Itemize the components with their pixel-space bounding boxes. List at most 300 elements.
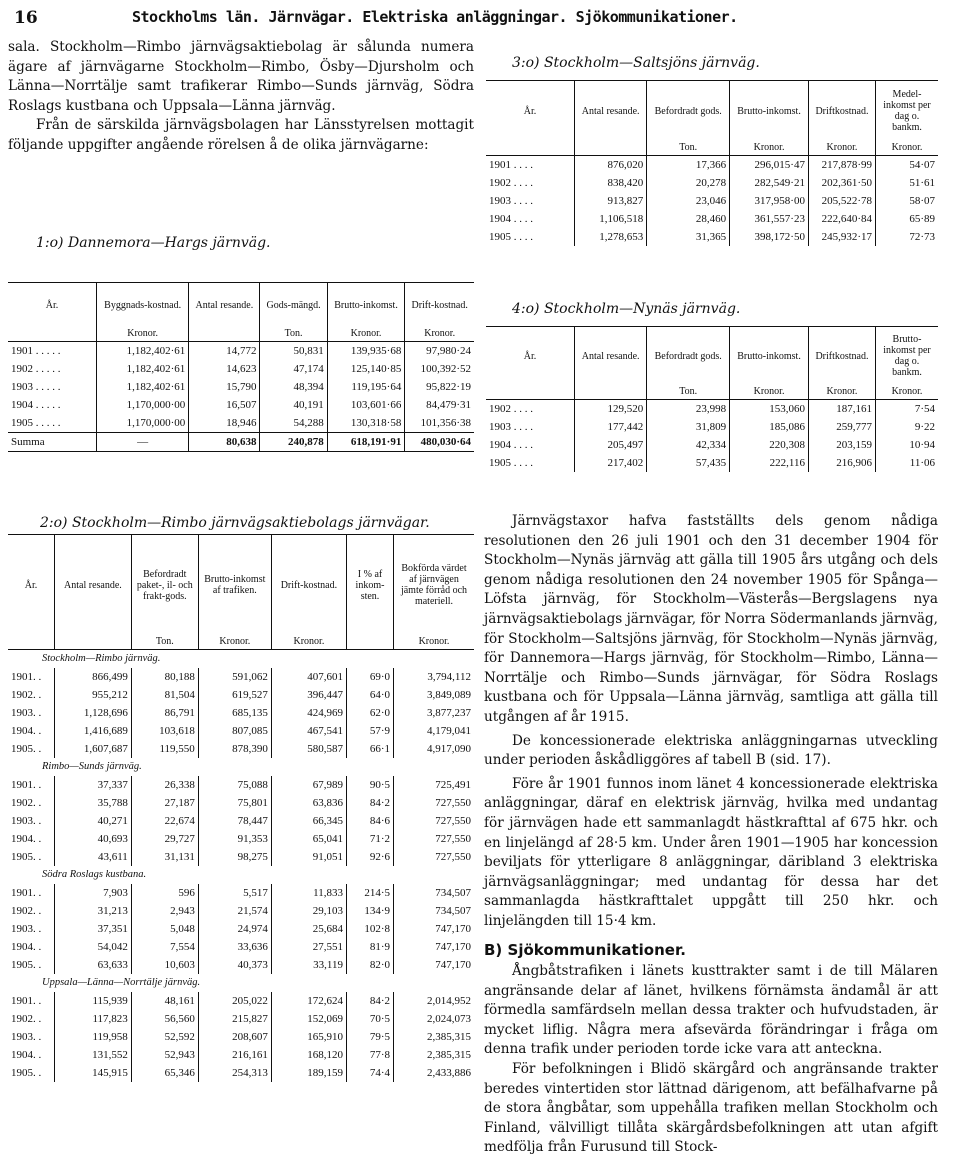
value-cell: 81·9 xyxy=(347,938,394,956)
table-dannemora-hargs xyxy=(8,282,474,452)
value-cell: 42,334 xyxy=(647,436,730,454)
value-cell: 23,046 xyxy=(647,192,730,210)
table-row xyxy=(8,722,474,740)
year-cell: 1902. . xyxy=(8,902,55,920)
value-cell: 35,788 xyxy=(55,794,132,812)
table-row xyxy=(8,830,474,848)
value-cell: 747,170 xyxy=(435,941,471,953)
value-cell: 10·94 xyxy=(909,439,935,451)
col-header: Befordradt gods. xyxy=(647,81,730,142)
value-cell: 727,550 xyxy=(435,815,471,827)
value-cell: 40,373 xyxy=(198,956,271,974)
paragraph-railway-tariffs: Järnvägstaxor hafva fastställts dels genom nådiga resolutionen den 26 juli 1901 och den 31 december 1904 för Stockholm—Nynäs järnväg att gälla till 1905 års utgång och dels genom nådiga resolutionen den 24 november 1905 för Spånga—Löfsta järnväg, för Stockholm—Västerås—Bergslagens nya järnvägsaktiebolags järnvägar, för Norra Södermanlands järnväg, för Stockholm—Saltsjöns järnväg, för Stockholm—Nynäs järnväg, för Dannemora—Hargs järnväg, för Stockholm—Rimbo, Länna—Norrtälje och Rimbo—Sunds järnvägar, för Södra Roslags kustbana och för Uppsala—Länna järnväg, samtliga att gälla till utgången af år 1915. xyxy=(484,513,938,725)
table-row xyxy=(8,1010,474,1028)
value-cell: 70·5 xyxy=(347,1010,394,1028)
value-cell: 139,935·68 xyxy=(327,342,405,361)
unit-label: Ton. xyxy=(647,141,730,156)
value-cell: 37,337 xyxy=(55,776,132,794)
value-cell: 619,527 xyxy=(198,686,271,704)
value-cell: 72·73 xyxy=(909,231,935,243)
value-cell: 245,932·17 xyxy=(808,228,875,246)
value-cell: 1,128,696 xyxy=(55,704,132,722)
year-cell: 1902 . . . . xyxy=(486,174,575,192)
year-cell: 1903 . . . . xyxy=(486,418,575,436)
value-cell: 618,191·91 xyxy=(327,433,405,452)
value-cell: 259,777 xyxy=(808,418,875,436)
unit-label: Ton. xyxy=(647,385,730,400)
value-cell: 10,603 xyxy=(131,956,198,974)
value-cell: 52,592 xyxy=(131,1028,198,1046)
value-cell: 1,278,653 xyxy=(575,228,647,246)
value-cell: 7·54 xyxy=(914,403,935,415)
value-cell: 1,106,518 xyxy=(575,210,647,228)
value-cell: 31,213 xyxy=(55,902,132,920)
value-cell: 203,159 xyxy=(808,436,875,454)
value-cell: 296,015·47 xyxy=(730,156,809,175)
table-row xyxy=(8,396,474,414)
value-cell: 15,790 xyxy=(189,378,260,396)
col-header: Antal resande. xyxy=(575,81,647,142)
unit-label: Kronor. xyxy=(808,141,875,156)
col-header: Brutto-inkomst. xyxy=(327,283,405,328)
value-cell: 807,085 xyxy=(198,722,271,740)
col-header: Bokförda värdet af järnvägen jämte förråd och materiell. xyxy=(400,563,468,607)
unit-label: Kronor. xyxy=(891,386,923,397)
year-cell: 1905. . xyxy=(8,848,55,866)
value-cell: 3,877,237 xyxy=(427,707,471,719)
year-cell: 1901. . xyxy=(8,776,55,794)
year-cell: 1901 . . . . xyxy=(486,156,575,175)
col-header: År. xyxy=(486,327,575,386)
table-row xyxy=(8,1046,474,1064)
unit-label: Kronor. xyxy=(730,141,809,156)
value-cell: 79·5 xyxy=(347,1028,394,1046)
unit-label: Kronor. xyxy=(198,635,271,650)
value-cell: 40,191 xyxy=(260,396,327,414)
value-cell: 84·2 xyxy=(347,992,394,1010)
value-cell: 152,069 xyxy=(271,1010,346,1028)
table4-title: 4:o) Stockholm—Nynäs järnväg. xyxy=(512,301,741,317)
value-cell: 43,611 xyxy=(55,848,132,866)
value-cell: 80,638 xyxy=(189,433,260,452)
value-cell: 54,042 xyxy=(55,938,132,956)
value-cell: 57·9 xyxy=(347,722,394,740)
value-cell: 202,361·50 xyxy=(808,174,875,192)
col-header: Driftkostnad. xyxy=(808,327,875,386)
year-cell: 1901. . xyxy=(8,668,55,686)
value-cell: 69·0 xyxy=(347,668,394,686)
value-cell: 17,366 xyxy=(647,156,730,175)
table-row xyxy=(8,740,474,758)
year-cell: 1902. . xyxy=(8,1010,55,1028)
value-cell: 217,402 xyxy=(575,454,647,472)
value-cell: 4,917,090 xyxy=(427,743,471,755)
value-cell: 254,313 xyxy=(198,1064,271,1082)
value-cell: 727,550 xyxy=(435,833,471,845)
value-cell: 26,338 xyxy=(131,776,198,794)
value-cell: 480,030·64 xyxy=(420,436,471,448)
value-cell: 1,607,687 xyxy=(55,740,132,758)
value-cell: 117,823 xyxy=(55,1010,132,1028)
section-label-row xyxy=(8,650,474,669)
table-row xyxy=(486,156,938,175)
year-cell: 1903 . . . . . xyxy=(8,378,97,396)
value-cell: 56,560 xyxy=(131,1010,198,1028)
value-cell: 31,131 xyxy=(131,848,198,866)
value-cell: 52,943 xyxy=(131,1046,198,1064)
value-cell: 3,794,112 xyxy=(427,671,471,683)
section-b-heading: B) Sjökommunikationer. xyxy=(484,941,686,960)
section-label-row xyxy=(8,974,474,992)
table-row xyxy=(8,884,474,902)
value-cell: 727,550 xyxy=(435,851,471,863)
value-cell: 50,831 xyxy=(260,342,327,361)
table-row xyxy=(486,436,938,454)
value-cell: 7,554 xyxy=(131,938,198,956)
year-cell: 1903. . xyxy=(8,812,55,830)
value-cell: 103,618 xyxy=(131,722,198,740)
table-row xyxy=(8,812,474,830)
table1-units-row xyxy=(8,327,474,342)
year-cell: 1901. . xyxy=(8,884,55,902)
value-cell: 5,517 xyxy=(198,884,271,902)
year-cell: 1905. . xyxy=(8,956,55,974)
table-row xyxy=(8,992,474,1010)
value-cell: 727,550 xyxy=(435,797,471,809)
value-cell: 189,159 xyxy=(271,1064,346,1082)
value-cell: 187,161 xyxy=(808,400,875,419)
value-cell: 205,497 xyxy=(575,436,647,454)
running-title: Stockholms län. Järnvägar. Elektriska anläggningar. Sjökommunikationer. xyxy=(132,8,738,26)
value-cell: 77·8 xyxy=(347,1046,394,1064)
table-row xyxy=(8,360,474,378)
value-cell: 80,188 xyxy=(131,668,198,686)
value-cell: 115,939 xyxy=(55,992,132,1010)
value-cell: 25,684 xyxy=(271,920,346,938)
year-cell: 1904. . xyxy=(8,938,55,956)
value-cell: 78,447 xyxy=(198,812,271,830)
year-cell: 1904 . . . . xyxy=(486,436,575,454)
value-cell: 63,836 xyxy=(271,794,346,812)
value-cell: 62·0 xyxy=(347,704,394,722)
section-label: Uppsala—Länna—Norrtälje järnväg. xyxy=(42,977,201,988)
value-cell: 31,809 xyxy=(647,418,730,436)
value-cell: 119,958 xyxy=(55,1028,132,1046)
value-cell: 23,998 xyxy=(647,400,730,419)
col-header: Befordradt gods. xyxy=(647,327,730,386)
value-cell: 18,946 xyxy=(189,414,260,433)
value-cell: 51·61 xyxy=(909,177,935,189)
sum-row xyxy=(8,433,474,452)
value-cell: 27,551 xyxy=(271,938,346,956)
value-cell: 29,727 xyxy=(131,830,198,848)
table4-header-row xyxy=(486,327,938,386)
value-cell: 37,351 xyxy=(55,920,132,938)
col-header: Antal resande. xyxy=(189,283,260,328)
col-header: Gods-mängd. xyxy=(260,283,327,328)
value-cell: 172,624 xyxy=(271,992,346,1010)
value-cell: 240,878 xyxy=(260,433,327,452)
col-header: Antal resande. xyxy=(575,327,647,386)
year-cell: 1902 . . . . xyxy=(486,400,575,419)
value-cell: 14,623 xyxy=(189,360,260,378)
year-cell: 1904. . xyxy=(8,722,55,740)
value-cell: 216,906 xyxy=(808,454,875,472)
value-cell: 317,958·00 xyxy=(730,192,809,210)
value-cell: 177,442 xyxy=(575,418,647,436)
year-cell: 1905 . . . . . xyxy=(8,414,97,433)
col-header: Drift-kostnad. xyxy=(411,299,468,311)
value-cell: 21,574 xyxy=(198,902,271,920)
table-row xyxy=(8,378,474,396)
col-header: Medel-inkomst per dag o. bankm. xyxy=(883,89,931,133)
table3-title: 3:o) Stockholm—Saltsjöns järnväg. xyxy=(512,55,760,71)
col-header: År. xyxy=(486,81,575,142)
value-cell: 22,674 xyxy=(131,812,198,830)
year-cell: 1905 . . . . xyxy=(486,454,575,472)
value-cell: 129,520 xyxy=(575,400,647,419)
table-row xyxy=(8,920,474,938)
table-row xyxy=(486,210,938,228)
table-row xyxy=(8,686,474,704)
value-cell: 955,212 xyxy=(55,686,132,704)
value-cell: 220,308 xyxy=(730,436,809,454)
value-cell: 145,915 xyxy=(55,1064,132,1082)
section-label: Rimbo—Sunds järnväg. xyxy=(42,761,142,772)
value-cell: 2,385,315 xyxy=(427,1031,471,1043)
table1-title: 1:o) Dannemora—Hargs järnväg. xyxy=(36,235,271,251)
value-cell: 725,491 xyxy=(435,779,471,791)
value-cell: 2,385,315 xyxy=(427,1049,471,1061)
intro-paragraph-1: sala. Stockholm—Rimbo järnvägsaktiebolag är sålunda numera ägare af järnvägarne Stockholm—Rimbo, Ösby—Djursholm och Länna—Norrtälje samt trafikerar Rimbo—Sunds järnväg, Södra Roslags kustbana och Uppsala—Länna järnväg. xyxy=(8,39,474,114)
section-label: Stockholm—Rimbo järnväg. xyxy=(42,653,161,664)
value-cell: 205,022 xyxy=(198,992,271,1010)
value-cell: 131,552 xyxy=(55,1046,132,1064)
table-row xyxy=(8,956,474,974)
table-stockholm-rimbo-company xyxy=(8,534,474,1082)
unit-label: Kronor. xyxy=(271,635,346,650)
table-row xyxy=(8,414,474,433)
value-cell: 84·2 xyxy=(347,794,394,812)
col-header: År. xyxy=(8,283,97,328)
value-cell: 81,504 xyxy=(131,686,198,704)
value-cell: 282,549·21 xyxy=(730,174,809,192)
table-row xyxy=(486,228,938,246)
paragraph-before-1901: Före år 1901 funnos inom länet 4 koncessionerade elektriska anläggningar, däraf en elektrisk järnväg, hvilka med undantag för järnvägen hade ett sammanlagdt hästkrafttal af 675 hkr. och en linjelängd af 28·5 km. Under åren 1901—1905 har koncession beviljats för ytterligare 8 anläggningar, däribland 3 elektriska järnvägsanläggningar; med undantag för dessa har det sammanlagda hästkrafttalet uppgått till 250 hkr. och linjelängden till 15·4 km. xyxy=(484,775,938,929)
value-cell: 91,353 xyxy=(198,830,271,848)
value-cell: 396,447 xyxy=(271,686,346,704)
value-cell: 95,822·19 xyxy=(426,381,471,393)
year-cell: 1903. . xyxy=(8,920,55,938)
value-cell: 92·6 xyxy=(347,848,394,866)
year-cell: 1904. . xyxy=(8,1046,55,1064)
value-cell: 84,479·31 xyxy=(426,399,471,411)
col-header: Brutto-inkomst per dag o. bankm. xyxy=(883,334,931,378)
col-header: Brutto-inkomst af trafiken. xyxy=(198,535,271,636)
value-cell: 100,392·52 xyxy=(420,363,471,375)
table4-units-row xyxy=(486,385,938,400)
value-cell: 11·06 xyxy=(909,457,935,469)
value-cell: 54·07 xyxy=(909,159,935,171)
value-cell: 16,507 xyxy=(189,396,260,414)
unit-label: Kronor. xyxy=(808,385,875,400)
unit-label: Ton. xyxy=(131,635,198,650)
year-cell: Summa xyxy=(8,433,97,452)
year-cell: 1901 . . . . . xyxy=(8,342,97,361)
col-header: År. xyxy=(8,535,55,636)
section-label: Södra Roslags kustbana. xyxy=(42,869,147,880)
value-cell: 119,550 xyxy=(131,740,198,758)
value-cell: 90·5 xyxy=(347,776,394,794)
value-cell: 838,420 xyxy=(575,174,647,192)
year-cell: 1903. . xyxy=(8,1028,55,1046)
value-cell: 27,187 xyxy=(131,794,198,812)
year-cell: 1903. . xyxy=(8,704,55,722)
paragraph-electric-installations: De koncessionerade elektriska anläggningarnas utveckling under perioden åskådliggöres af tabell B (sid. 17). xyxy=(484,732,938,769)
value-cell: 101,356·38 xyxy=(420,417,471,429)
value-cell: 217,878·99 xyxy=(808,156,875,175)
year-cell: 1902 . . . . . xyxy=(8,360,97,378)
value-cell: 65·89 xyxy=(909,213,935,225)
year-cell: 1901. . xyxy=(8,992,55,1010)
table-row xyxy=(486,418,938,436)
year-cell: 1905 . . . . xyxy=(486,228,575,246)
table-row xyxy=(8,1028,474,1046)
year-cell: 1904 . . . . . xyxy=(8,396,97,414)
section-label-row xyxy=(8,866,474,884)
year-cell: 1903 . . . . xyxy=(486,192,575,210)
paragraph-blido: För befolkningen i Blidö skärgård och angränsande trakter beredes vintertiden stor lättnad därigenom, att befälhafvarne på de stora ångbåtar, som uppehålla trafiken mellan Stockholm och Finland, välvilligt tillåta skärgårdsbefolkningen att utan afgift medfölja från Furusund till Stock- xyxy=(484,1061,938,1156)
value-cell: 2,943 xyxy=(131,902,198,920)
value-cell: 1,416,689 xyxy=(55,722,132,740)
table3-header-row xyxy=(486,81,938,142)
section-label-row xyxy=(8,758,474,776)
value-cell: 119,195·64 xyxy=(327,378,405,396)
unit-label: Kronor. xyxy=(891,142,923,153)
table-row xyxy=(8,1064,474,1082)
value-cell: 86,791 xyxy=(131,704,198,722)
value-cell: 29,103 xyxy=(271,902,346,920)
value-cell: 866,499 xyxy=(55,668,132,686)
value-cell: 47,174 xyxy=(260,360,327,378)
value-cell: 75,801 xyxy=(198,794,271,812)
table2-header-row xyxy=(8,535,474,636)
value-cell: 7,903 xyxy=(55,884,132,902)
table-row xyxy=(8,794,474,812)
value-cell: 165,910 xyxy=(271,1028,346,1046)
value-cell: 75,088 xyxy=(198,776,271,794)
table-row xyxy=(486,454,938,472)
right-text-column xyxy=(484,512,938,1158)
value-cell: 424,969 xyxy=(271,704,346,722)
value-cell: 54,288 xyxy=(260,414,327,433)
page-header xyxy=(14,8,950,34)
unit-label: Kronor. xyxy=(418,636,450,647)
value-cell: 67,989 xyxy=(271,776,346,794)
value-cell: 214·5 xyxy=(347,884,394,902)
value-cell: 2,014,952 xyxy=(427,995,471,1007)
value-cell: 685,135 xyxy=(198,704,271,722)
value-cell: 20,278 xyxy=(647,174,730,192)
value-cell: 64·0 xyxy=(347,686,394,704)
value-cell: 596 xyxy=(131,884,198,902)
value-cell: 57,435 xyxy=(647,454,730,472)
value-cell: 48,161 xyxy=(131,992,198,1010)
value-cell: 2,433,886 xyxy=(427,1067,471,1079)
year-cell: 1904. . xyxy=(8,830,55,848)
value-cell: 580,587 xyxy=(271,740,346,758)
unit-label: Kronor. xyxy=(327,327,405,342)
value-cell: 222,116 xyxy=(730,454,809,472)
value-cell: 1,182,402·61 xyxy=(97,360,189,378)
table3-units-row xyxy=(486,141,938,156)
value-cell: 734,507 xyxy=(435,887,471,899)
value-cell: 215,827 xyxy=(198,1010,271,1028)
value-cell: 97,980·24 xyxy=(426,345,471,357)
value-cell: 913,827 xyxy=(575,192,647,210)
table-row xyxy=(486,400,938,419)
value-cell: 125,140·85 xyxy=(327,360,405,378)
value-cell: 153,060 xyxy=(730,400,809,419)
value-cell: 74·4 xyxy=(347,1064,394,1082)
value-cell: 205,522·78 xyxy=(808,192,875,210)
value-cell: 65,041 xyxy=(271,830,346,848)
value-cell: 65,346 xyxy=(131,1064,198,1082)
col-header: Antal resande. xyxy=(55,535,132,636)
year-cell: 1902. . xyxy=(8,686,55,704)
table-row xyxy=(8,704,474,722)
value-cell: 168,120 xyxy=(271,1046,346,1064)
value-cell: 398,172·50 xyxy=(730,228,809,246)
value-cell: 734,507 xyxy=(435,905,471,917)
value-cell: 747,170 xyxy=(435,959,471,971)
table-stockholm-saltsjon xyxy=(486,80,938,246)
unit-label: Kronor. xyxy=(97,327,189,342)
value-cell: 9·22 xyxy=(914,421,935,433)
value-cell: 63,633 xyxy=(55,956,132,974)
table2-units-row xyxy=(8,635,474,650)
value-cell: 3,849,089 xyxy=(427,689,471,701)
value-cell: 130,318·58 xyxy=(327,414,405,433)
value-cell: 66,345 xyxy=(271,812,346,830)
table-row xyxy=(8,342,474,361)
value-cell: 1,170,000·00 xyxy=(97,396,189,414)
value-cell: 1,170,000·00 xyxy=(97,414,189,433)
value-cell: 747,170 xyxy=(435,923,471,935)
value-cell: 5,048 xyxy=(131,920,198,938)
value-cell: — xyxy=(97,433,189,452)
unit-label: Kronor. xyxy=(424,328,456,339)
intro-paragraph-2: Från de särskilda järnvägsbolagen har Länsstyrelsen mottagit följande uppgifter angående rörelsen å de olika järnvägarne: xyxy=(8,117,474,153)
value-cell: 1,182,402·61 xyxy=(97,342,189,361)
table-row xyxy=(486,192,938,210)
unit-label: Kronor. xyxy=(730,385,809,400)
table-stockholm-nynas xyxy=(486,326,938,472)
value-cell: 82·0 xyxy=(347,956,394,974)
col-header: I % af inkom-sten. xyxy=(347,535,394,636)
value-cell: 33,636 xyxy=(198,938,271,956)
value-cell: 216,161 xyxy=(198,1046,271,1064)
value-cell: 134·9 xyxy=(347,902,394,920)
year-cell: 1902. . xyxy=(8,794,55,812)
col-header: Brutto-inkomst. xyxy=(730,327,809,386)
value-cell: 84·6 xyxy=(347,812,394,830)
value-cell: 1,182,402·61 xyxy=(97,378,189,396)
value-cell: 24,974 xyxy=(198,920,271,938)
value-cell: 98,275 xyxy=(198,848,271,866)
value-cell: 33,119 xyxy=(271,956,346,974)
value-cell: 407,601 xyxy=(271,668,346,686)
